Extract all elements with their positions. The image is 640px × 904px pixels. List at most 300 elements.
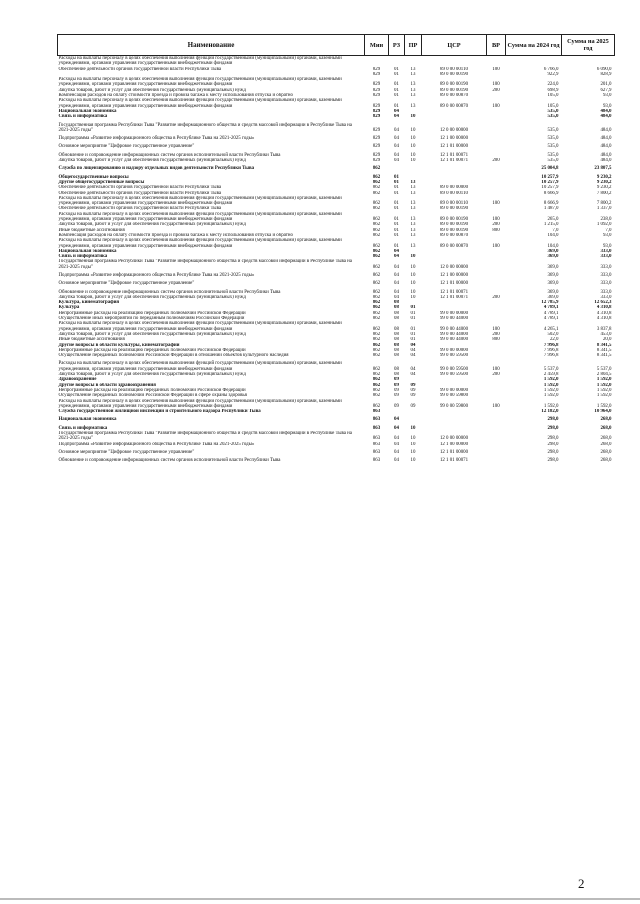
row-csr: 12 1 01 00071 xyxy=(439,458,469,464)
row-min: 862 xyxy=(372,185,381,191)
row-sum-2024: 1 592,0 xyxy=(543,387,559,393)
row-csr: 12 0 00 00000 xyxy=(439,436,469,442)
row-name: Обеспечение деятельности органов государственной власти Республики Тыва xyxy=(58,185,222,191)
row-sum-2024: 1 592,0 xyxy=(543,382,559,388)
row-pr: 13 xyxy=(410,179,416,185)
row-pr: 10 xyxy=(410,458,416,464)
budget-table xyxy=(57,34,615,463)
row-name: Обеспечение деятельности органов государственной власти Республики Тыва xyxy=(58,66,222,72)
row-csr: 12 1 00 00000 xyxy=(439,136,469,142)
row-vr xyxy=(487,172,506,180)
row-name: Культура xyxy=(58,305,80,311)
row-name: Общегосударственные вопросы xyxy=(58,174,129,180)
row-name: Закупка товаров, работ и услуг для обеспечения государственных (муниципальных) нужд xyxy=(58,158,246,164)
row-min: 862 xyxy=(372,372,381,378)
row-pr: 10 xyxy=(410,158,416,164)
row-vr xyxy=(487,287,506,295)
row-min: 862 xyxy=(372,190,381,196)
row-name: Расходы на выплаты персоналу в целях обеспечения выполнения функций государственными (муниципальными) органами, казенными учреждениями, органами управления государственными внебюджетными фондами xyxy=(58,195,342,207)
row-pr: 10 xyxy=(410,114,416,120)
row-name: Государственная программа Республики Тыва "Развитие информационного общества и средств массовой информации в Республике Тыва на 2021-2025 годы" xyxy=(58,431,352,442)
row-sum-2024: 535,0 xyxy=(547,144,559,150)
row-pr: 10 xyxy=(410,449,416,455)
row-sum-2024: 698,9 xyxy=(547,87,559,93)
row-name: Государственная программа Республики Тыва "Развитие информационного общества и средств массовой информации в Республике Тыва на 2021-2025 годы" xyxy=(58,259,352,270)
row-vr: 100 xyxy=(492,82,500,88)
row-sum-2024: 298,0 xyxy=(547,417,559,423)
row-pr: 13 xyxy=(410,227,416,233)
row-csr: 99 0 00 44000 xyxy=(439,331,469,337)
row-name: Другие вопросы в области культуры, кинематографии xyxy=(58,342,180,348)
row-name: Осуществление иных мероприятий по переданным полномочиям Российской Федерации xyxy=(58,316,245,322)
row-csr: 12 1 01 00000 xyxy=(439,449,469,455)
row-sum-2024 xyxy=(506,56,562,67)
row-rz: 09 xyxy=(394,393,399,399)
row-csr: 89 0 00 00870 xyxy=(439,93,469,99)
row-name: Подпрограмма «Развитие информационного общества в Республике Тыва на 2021-2025 годы» xyxy=(58,272,255,278)
table-row xyxy=(58,270,615,278)
row-sum-2025: 1 592,0 xyxy=(596,387,612,393)
row-vr xyxy=(487,141,506,149)
table-row xyxy=(58,321,615,332)
row-min: 862 xyxy=(372,337,381,343)
row-pr: 09 xyxy=(410,403,416,409)
row-name: Служба государственной жилищной инспекции и строительного надзора Республики Тыва xyxy=(58,409,261,415)
row-pr: 10 xyxy=(410,294,416,300)
row-sum-2025: 20,0 xyxy=(602,337,612,343)
row-min: 862 xyxy=(372,264,381,270)
row-rz: 08 xyxy=(394,331,399,337)
row-pr: 13 xyxy=(410,82,416,88)
row-sum-2024: 4 265,1 xyxy=(543,326,559,332)
table-row xyxy=(58,287,615,295)
row-rz: 08 xyxy=(394,326,399,332)
row-min: 862 xyxy=(372,166,381,172)
row-sum-2025: 1 337,0 xyxy=(596,206,612,212)
row-name: Другие общегосударственные вопросы xyxy=(58,179,145,185)
row-min: 863 xyxy=(372,425,381,431)
row-name: Связь и информатика xyxy=(58,254,108,260)
row-pr xyxy=(405,172,422,180)
row-pr: 13 xyxy=(410,93,416,99)
header-min: Мин xyxy=(365,35,389,56)
row-sum-2024: 369,0 xyxy=(547,272,559,278)
row-pr: 10 xyxy=(410,152,416,158)
row-pr xyxy=(405,414,422,422)
row-name: Здравоохранение xyxy=(58,377,97,383)
row-min: 862 xyxy=(372,310,381,316)
row-sum-2024: 25 004,8 xyxy=(541,166,559,172)
row-sum-2025: 453,0 xyxy=(600,331,612,337)
row-min: 863 xyxy=(372,458,381,464)
row-rz: 04 xyxy=(394,458,399,464)
row-sum-2024: 105,0 xyxy=(547,93,559,99)
row-sum-2025: 484,0 xyxy=(600,127,612,133)
row-rz: 01 xyxy=(394,87,399,93)
row-min: 829 xyxy=(372,136,381,142)
table-row xyxy=(58,98,615,109)
row-csr: 99 0 00 00000 xyxy=(439,387,469,393)
table-row xyxy=(58,56,615,67)
row-sum-2025: 7,0 xyxy=(605,227,612,233)
table-row xyxy=(58,259,615,270)
row-min: 862 xyxy=(372,222,381,228)
table-row xyxy=(58,447,615,455)
row-sum-2025: 333,0 xyxy=(600,254,612,260)
row-sum-2024: 1 487,0 xyxy=(543,206,559,212)
row-name: Подпрограмма «Развитие информационного общества в Республике Тыва на 2021-2025 годы» xyxy=(58,441,255,447)
table-row xyxy=(58,431,615,442)
row-csr xyxy=(422,56,487,67)
row-sum-2024: 6 766,0 xyxy=(543,66,559,72)
row-name: Осуществление переданных полномочий Российской Федерации в сфере охраны здоровья xyxy=(58,393,247,399)
row-sum-2025: 268,0 xyxy=(600,425,612,431)
row-sum-2024: 7 996,8 xyxy=(543,347,559,353)
row-sum-2025: 268,0 xyxy=(600,441,612,447)
row-name: Компенсация расходов на оплату стоимости проезда и провоза багажа к месту использования отпуска и обратно xyxy=(58,232,293,238)
row-name: Непрограммные расходы на реализацию переданных полномочий Российской Федерации xyxy=(58,310,246,316)
row-csr xyxy=(422,163,487,171)
row-min: 862 xyxy=(372,206,381,212)
row-name: Расходы на выплаты персоналу в целях обеспечения выполнения функций государственными (муниципальными) органами, казенными учреждениями, органами управления государственными внебюджетными фондами xyxy=(58,398,342,409)
row-sum-2024: 369,0 xyxy=(547,294,559,300)
row-sum-2024: 502,0 xyxy=(547,331,559,337)
row-rz: 01 xyxy=(394,232,399,238)
row-sum-2025: 484,0 xyxy=(600,108,612,114)
row-min: 863 xyxy=(372,436,381,442)
row-sum-2025: 2 804,5 xyxy=(596,372,612,378)
row-sum-2024: 369,0 xyxy=(547,254,559,260)
row-pr: 10 xyxy=(410,127,416,133)
row-sum-2025: 9 230,2 xyxy=(596,185,612,191)
row-vr: 800 xyxy=(492,337,500,343)
header-rz: РЗ xyxy=(389,35,405,56)
row-rz: 04 xyxy=(394,108,399,114)
row-csr: 99 0 00 59500 xyxy=(439,372,469,378)
row-name: Национальная экономика xyxy=(58,417,117,423)
row-csr: 99 0 00 44000 xyxy=(439,337,469,343)
row-sum-2025: 484,0 xyxy=(600,158,612,164)
header-vr: ВР xyxy=(487,35,506,56)
row-min: 862 xyxy=(372,217,381,223)
row-pr: 13 xyxy=(410,243,416,249)
row-sum-2024: 7 996,8 xyxy=(543,353,559,359)
row-name: Непрограммные расходы на реализацию переданных полномочий Российской Федерации xyxy=(58,387,246,393)
row-vr: 100 xyxy=(492,103,500,109)
row-sum-2025: 9 230,2 xyxy=(596,174,612,180)
table-row xyxy=(58,423,615,431)
row-sum-2024: 1 592,0 xyxy=(543,403,559,409)
row-sum-2025: 627,9 xyxy=(600,87,612,93)
row-rz: 04 xyxy=(394,441,399,447)
row-vr: 100 xyxy=(492,326,500,332)
row-csr: 12 1 01 00071 xyxy=(439,289,469,295)
row-sum-2025: 1 592,0 xyxy=(596,403,612,409)
row-pr: 13 xyxy=(410,190,416,196)
row-min: 862 xyxy=(372,300,381,306)
row-rz: 01 xyxy=(394,227,399,233)
row-min: 862 xyxy=(372,387,381,393)
table-row xyxy=(58,238,615,249)
row-vr: 100 xyxy=(492,366,500,372)
row-min: 862 xyxy=(372,289,381,295)
row-rz: 01 xyxy=(394,222,399,228)
row-pr: 13 xyxy=(410,87,416,93)
row-sum-2025: 3 837,8 xyxy=(596,326,612,332)
row-min: 829 xyxy=(372,127,381,133)
row-sum-2024: 298,0 xyxy=(547,441,559,447)
row-name: Обеспечение деятельности органов государственной власти Республики Тыва xyxy=(58,190,222,196)
table-row xyxy=(58,172,615,180)
row-name: Национальная экономика xyxy=(58,108,117,114)
row-min: 862 xyxy=(372,305,381,311)
row-sum-2024: 1 215,0 xyxy=(543,222,559,228)
row-name: Расходы на выплаты персоналу в целях обеспечения выполнения функций государственными (муниципальными) органами, казенными учреждениями, органами управления государственными внебюджетными фондами xyxy=(58,238,342,249)
row-pr: 04 xyxy=(410,353,416,359)
row-name: Иные бюджетные ассигнования xyxy=(58,227,125,233)
row-min: 862 xyxy=(372,326,381,332)
row-vr: 100 xyxy=(492,403,500,409)
row-sum-2025: 484,0 xyxy=(600,144,612,150)
row-min: 829 xyxy=(372,103,381,109)
row-pr: 10 xyxy=(410,281,416,287)
row-pr: 01 xyxy=(410,326,416,332)
header-pr: ПР xyxy=(405,35,422,56)
row-name: Национальная экономика xyxy=(58,248,117,254)
row-sum-2025: 93,0 xyxy=(602,243,612,249)
row-vr xyxy=(487,56,506,67)
row-pr: 10 xyxy=(410,136,416,142)
row-sum-2024: 7,0 xyxy=(552,227,559,233)
row-name: Закупка товаров, работ и услуг для обеспечения государственных (муниципальных) нужд xyxy=(58,87,246,93)
row-pr: 10 xyxy=(410,264,416,270)
row-vr: 100 xyxy=(492,243,500,249)
row-pr: 13 xyxy=(410,222,416,228)
row-name: Обновление и сопровождение информационных систем органов исполнительной власти Республики Тыва xyxy=(58,458,281,464)
row-pr: 13 xyxy=(410,206,416,212)
row-rz: 04 xyxy=(394,254,399,260)
row-min: 862 xyxy=(372,294,381,300)
row-pr: 13 xyxy=(410,201,416,207)
row-csr: 99 0 00 59800 xyxy=(439,393,469,399)
row-name: Закупка товаров, работ и услуг для обеспечения государственных (муниципальных) нужд xyxy=(58,222,246,228)
row-csr: 89 0 00 00190 xyxy=(439,71,469,77)
header-csr: ЦСР xyxy=(422,35,487,56)
row-pr: 04 xyxy=(410,366,416,372)
row-vr xyxy=(487,150,506,158)
table-row xyxy=(58,133,615,141)
row-name: Закупка товаров, работ и услуг для обеспечения государственных (муниципальных) нужд xyxy=(58,331,246,337)
row-sum-2024: 104,0 xyxy=(547,232,559,238)
row-sum-2025: 1 592,0 xyxy=(596,377,612,383)
row-rz: 01 xyxy=(394,206,399,212)
row-min: 829 xyxy=(372,82,381,88)
row-sum-2024: 4 789,1 xyxy=(543,310,559,316)
row-pr: 10 xyxy=(410,441,416,447)
row-sum-2025: 93,0 xyxy=(602,232,612,238)
table-row xyxy=(58,399,615,410)
row-name: Расходы на выплаты персоналу в целях обеспечения выполнения функций государственными (муниципальными) органами, казенными учреждениями, органами управления государственными внебюджетными фондами xyxy=(58,98,342,109)
row-min: 829 xyxy=(372,158,381,164)
row-sum-2025: 828,9 xyxy=(600,71,612,77)
row-min: 862 xyxy=(372,347,381,353)
row-rz: 04 xyxy=(394,272,399,278)
row-sum-2024: 8 666,9 xyxy=(543,190,559,196)
row-min: 863 xyxy=(372,409,381,415)
row-sum-2024: 535,0 xyxy=(547,114,559,120)
row-pr: 10 xyxy=(410,144,416,150)
row-rz: 04 xyxy=(394,136,399,142)
row-sum-2025: 333,0 xyxy=(600,272,612,278)
row-min: 863 xyxy=(372,441,381,447)
row-rz: 04 xyxy=(394,436,399,442)
row-pr: 04 xyxy=(410,342,416,348)
row-name: Основное мероприятие "Цифровое государственное управление" xyxy=(58,144,195,150)
row-rz: 01 xyxy=(394,190,399,196)
row-rz: 01 xyxy=(394,243,399,249)
row-csr: 99 0 00 00000 xyxy=(439,310,469,316)
row-pr: 01 xyxy=(410,316,416,322)
row-rz: 01 xyxy=(394,217,399,223)
row-min: 829 xyxy=(372,66,381,72)
row-sum-2024: 298,0 xyxy=(547,436,559,442)
page-number: 2 xyxy=(578,876,585,891)
row-csr: 89 0 00 00190 xyxy=(439,217,469,223)
row-sum-2024: 224,0 xyxy=(547,82,559,88)
row-sum-2024: 298,0 xyxy=(547,449,559,455)
row-csr: 12 1 00 00000 xyxy=(439,272,469,278)
row-csr: 89 0 00 00870 xyxy=(439,243,469,249)
row-sum-2024: 5 537,0 xyxy=(543,366,559,372)
row-csr: 89 0 00 00000 xyxy=(439,185,469,191)
row-csr: 12 1 01 00000 xyxy=(439,281,469,287)
row-csr: 89 0 00 00870 xyxy=(439,103,469,109)
row-vr xyxy=(487,133,506,141)
row-sum-2025: 10 964,0 xyxy=(594,409,612,415)
row-rz: 01 xyxy=(394,174,399,180)
row-csr: 89 0 00 00190 xyxy=(439,227,469,233)
row-vr xyxy=(487,423,506,431)
row-csr: 89 0 00 00190 xyxy=(439,82,469,88)
table-row xyxy=(58,120,615,134)
row-csr: 89 0 00 00190 xyxy=(439,206,469,212)
row-pr: 13 xyxy=(410,103,416,109)
row-min xyxy=(365,56,389,67)
row-rz: 04 xyxy=(394,114,399,120)
row-name: Расходы на выплаты персоналу в целях обеспечения выполнения функций государственными (муниципальными) органами, казенными учреждениями, органами управления государственными внебюджетными фондами xyxy=(58,211,342,223)
row-sum-2024: 7 996,8 xyxy=(543,342,559,348)
row-sum-2025: 268,0 xyxy=(600,449,612,455)
row-name: Связь и информатика xyxy=(58,425,108,431)
row-sum-2024: 10 257,9 xyxy=(541,185,559,191)
row-rz: 04 xyxy=(394,294,399,300)
row-pr: 13 xyxy=(410,66,416,72)
row-min: 862 xyxy=(372,248,381,254)
row-csr: 12 1 01 00071 xyxy=(439,152,469,158)
row-vr: 200 xyxy=(492,87,500,93)
row-name: Обеспечение деятельности органов государственной власти Республики Тыва xyxy=(58,206,222,212)
row-sum-2024: 1 592,0 xyxy=(543,393,559,399)
row-rz: 04 xyxy=(394,264,399,270)
row-rz: 08 xyxy=(394,372,399,378)
row-csr: 89 0 00 00870 xyxy=(439,232,469,238)
row-min: 862 xyxy=(372,243,381,249)
row-csr: 99 0 00 44000 xyxy=(439,316,469,322)
row-name: Подпрограмма «Развитие информационного общества в Республике Тыва на 2021-2025 годы» xyxy=(58,136,255,142)
row-sum-2024: 12 182,0 xyxy=(541,409,559,415)
row-pr: 01 xyxy=(410,310,416,316)
row-min: 862 xyxy=(372,331,381,337)
row-csr xyxy=(422,414,487,422)
row-sum-2024: 369,0 xyxy=(547,281,559,287)
row-rz xyxy=(389,56,405,67)
table-row xyxy=(58,141,615,149)
row-sum-2024: 535,0 xyxy=(547,108,559,114)
row-rz: 08 xyxy=(394,366,399,372)
row-name: Закупка товаров, работ и услуг для обеспечения государственных (муниципальных) нужд xyxy=(58,372,246,378)
row-vr xyxy=(487,259,506,270)
row-name: Компенсация расходов на оплату стоимости проезда и провоза багажа к месту использования отпуска и обратно xyxy=(58,93,293,99)
row-min: 862 xyxy=(372,174,381,180)
row-name: Другие вопросы в области здравоохранения xyxy=(58,382,156,388)
row-sum-2024: 369,0 xyxy=(547,264,559,270)
table-row xyxy=(58,150,615,158)
row-rz: 04 xyxy=(394,289,399,295)
table-row xyxy=(58,212,615,223)
row-sum-2025: 1 092,0 xyxy=(596,222,612,228)
table-row xyxy=(58,163,615,171)
row-pr: 09 xyxy=(410,393,416,399)
row-name: Расходы на выплаты персоналу в целях обеспечения выполнения функций государственными (муниципальными) органами, казенными учреждениями, органами управления государственными внебюджетными фондами xyxy=(58,321,342,332)
row-rz: 04 xyxy=(394,158,399,164)
row-min: 862 xyxy=(372,403,381,409)
row-name: Обновление и сопровождение информационных систем органов исполнительной власти Республики Тыва xyxy=(58,289,281,295)
row-min: 829 xyxy=(372,87,381,93)
row-pr: 10 xyxy=(410,289,416,295)
row-csr: 89 0 00 00190 xyxy=(439,222,469,228)
row-sum-2025: 238,0 xyxy=(600,217,612,223)
row-csr: 99 0 00 59500 xyxy=(439,353,469,359)
row-min: 862 xyxy=(372,382,381,388)
row-pr: 01 xyxy=(410,337,416,343)
row-vr: 100 xyxy=(492,66,500,72)
row-sum-2024: 22,0 xyxy=(549,337,559,343)
row-vr xyxy=(487,120,506,134)
row-sum-2025: 333,0 xyxy=(600,289,612,295)
row-rz: 04 xyxy=(394,281,399,287)
row-sum-2024: 265,0 xyxy=(547,217,559,223)
row-sum-2024: 298,0 xyxy=(547,458,559,464)
row-csr: 89 0 00 00110 xyxy=(440,190,468,196)
row-min: 862 xyxy=(372,366,381,372)
row-pr: 13 xyxy=(410,217,416,223)
row-csr xyxy=(422,172,487,180)
row-vr: 200 xyxy=(492,222,500,228)
row-pr: 09 xyxy=(410,387,416,393)
header-sum-2024: Сумма на 2024 год xyxy=(506,35,562,56)
row-rz: 04 xyxy=(394,417,399,423)
row-rz: 08 xyxy=(394,347,399,353)
row-min: 829 xyxy=(372,93,381,99)
row-csr: 99 0 00 00000 xyxy=(439,347,469,353)
row-sum-2025: 7 800,2 xyxy=(596,201,612,207)
row-pr: 10 xyxy=(410,254,416,260)
row-vr xyxy=(487,414,506,422)
table-row xyxy=(58,77,615,88)
row-sum-2024: 535,0 xyxy=(547,136,559,142)
row-vr: 200 xyxy=(492,372,500,378)
row-name: Основное мероприятие "Цифровое государственное управление" xyxy=(58,449,195,455)
